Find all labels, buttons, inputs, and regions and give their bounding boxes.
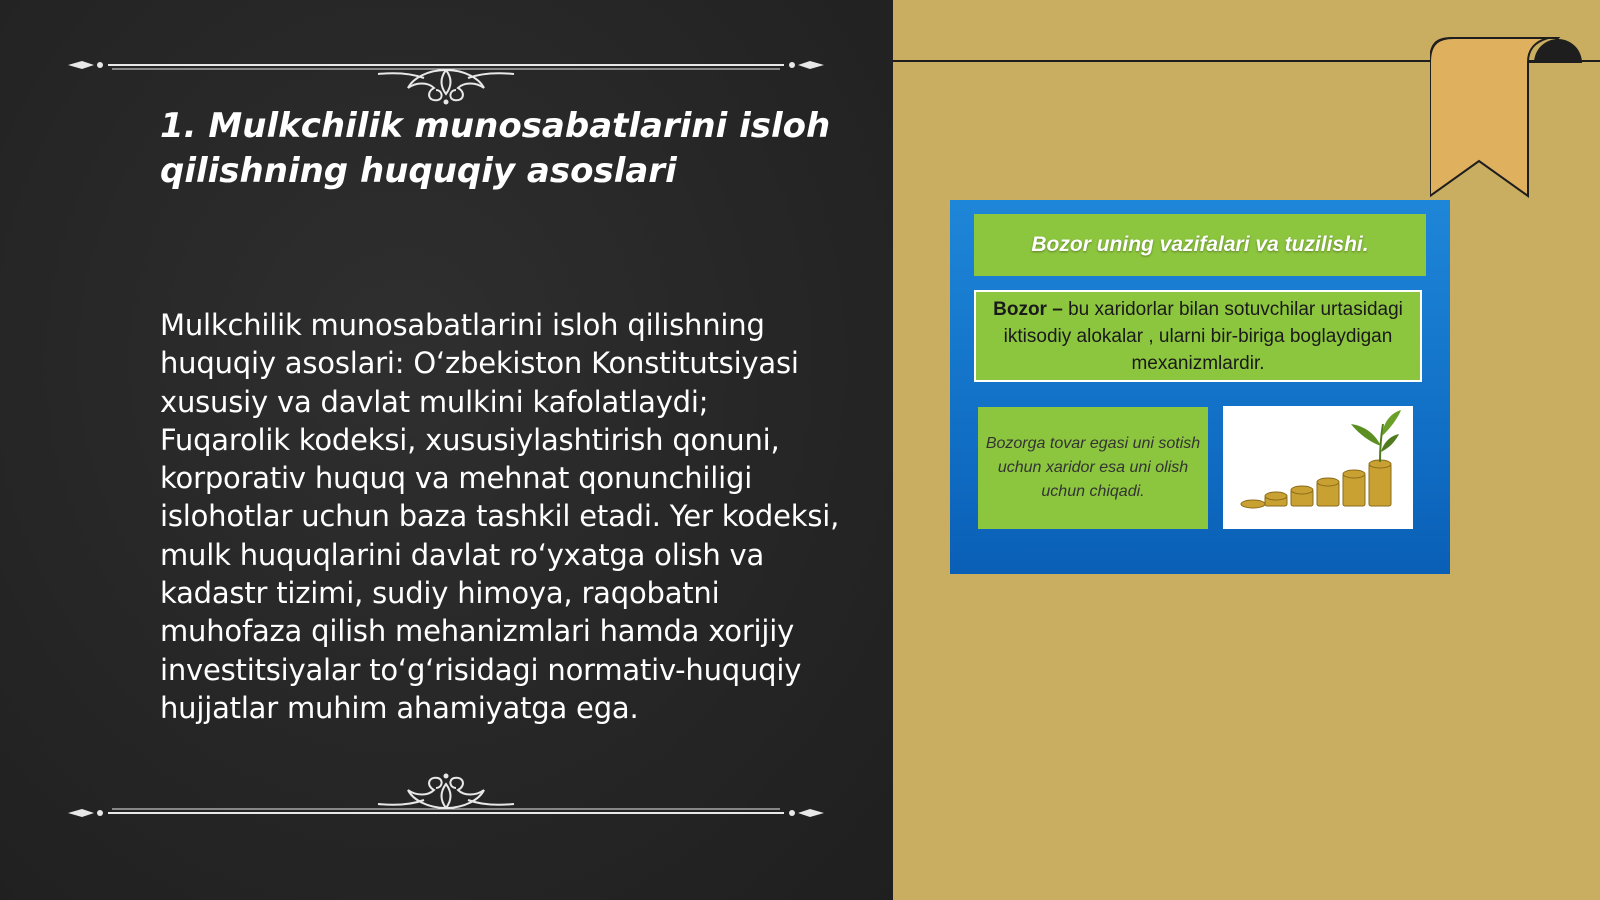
coins-and-plant-image [1223, 406, 1413, 529]
embedded-slide-note: Bozorga tovar egasi uni sotish uchun xaridor esa uni olish uchun chiqadi. [978, 407, 1208, 529]
embedded-slide-header: Bozor uning vazifalari va tuzilishi. [974, 214, 1426, 276]
definition-text: bu xaridorlar bilan sotuvchilar urtasidagi iktisodiy alokalar , ularni bir-biriga boglaydigan mexanizmlardir. [1003, 299, 1403, 374]
body-paragraph: Mulkchilik munosabatlarini isloh qilishning huquqiy asoslari: O‘zbekiston Konstitutsiyasi xususiy va davlat mulkini kafolatlaydi; Fuqarolik kodeksi, xususiylashtirish qonuni, korporativ huquq va mehnat qonunchiligi islohotlar uchun baza tashkil etadi. Yer kodeksi, mulk huquqlarini davlat ro‘yxatga olish va kadastr tizimi, sudiy himoya, raqobatni muhofaza qilish mehanizmlari hamda xorijiy investitsiyalar to‘g‘risidagi normativ-huquqiy hujjatlar muhim ahamiyatga ega. [160, 308, 840, 725]
embedded-slide-definition [974, 290, 1422, 382]
bookmark-ribbon-icon [1430, 30, 1600, 200]
coins-plant-icon [1223, 406, 1413, 529]
top-ornament-divider [68, 48, 824, 108]
embedded-slide-image [950, 200, 1450, 574]
definition-term: Bozor – [993, 299, 1063, 320]
bottom-ornament-divider [68, 770, 824, 830]
slide-title: 1. Mulkchilik munosabatlarini isloh qilishning huquqiy asoslari [160, 106, 831, 191]
